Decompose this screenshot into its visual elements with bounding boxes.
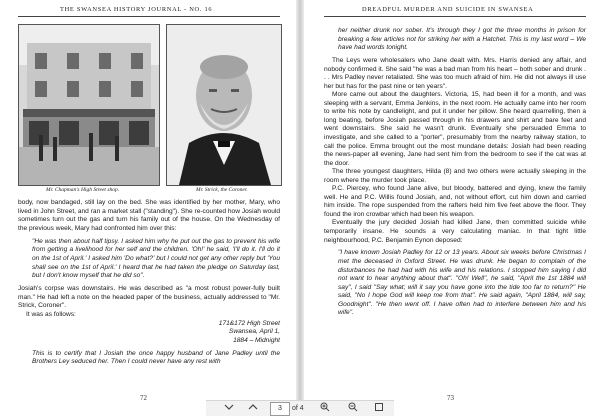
body-paragraph: More came out about the daughters. Victoria, 15, had been ill for a month, and was sleeping with a servant, Emma Jenkins, in the next room. He actually came into her room to write his note by candlelight, and put it under her pillow. She heard quarrelling, then a long beating, before Josiah passed through in his drawers and shirt and bare feet and went downstairs. She said he wasn't drunk. Eventually she persuaded Emma to investigate, and she called to a "porter", presumably from the nearby railway station, to call the police. Emma brought out the most mundane details: Josiah had been reading the news-paper all evening, Jane had sent him from the bedroom to see if the cat was at the door. <box>324 91 586 167</box>
right-page-body <box>324 27 586 318</box>
running-head: DREADFUL MURDER AND SUICIDE IN SWANSEA <box>362 6 534 13</box>
letter-body: This is to certify that I Josiah the once happy husband of Jane Padley until the Brothers Ley seduced her. Then I could never have any rest with <box>32 349 280 366</box>
body-paragraph: It was as follows: <box>26 310 76 318</box>
body-paragraph: The three youngest daughters, Hilda (8) and two others were actually sleeping in the room where the murder took place. <box>324 168 586 184</box>
running-head-rule <box>18 16 280 17</box>
body-paragraph: body, now bandaged, still lay on the bed. She was identified by her mother, Mary, who lived in John Street, and ran a market stall ("standing"). She re-counted how Josiah would sometimes turn out the gas and turn his family out of the house. On the Wednesday of the previous week, Mary had confronted him over this: <box>18 199 280 232</box>
portrait-photo-caption: Mr. Strick, the Coroner. <box>196 187 248 193</box>
left-page <box>0 0 296 415</box>
letter-address: Swansea, April 1, <box>228 328 280 336</box>
zoom-in-icon[interactable] <box>318 402 332 415</box>
letter-date: 1884 – Midnight <box>233 336 280 344</box>
body-paragraph: The Leys were wholesalers who Jane dealt with. Mrs. Harris denied any affair, and nobody confirmed it. She said "he was a bad man from his heart – both sober and drunk . . . Mrs Padley never retaliated. She was too much afraid of him. He did not always ill use her but has for the past nine or ten years". <box>324 57 586 90</box>
zoom-out-icon[interactable] <box>346 402 360 415</box>
right-page <box>304 0 602 415</box>
left-page-body <box>18 199 280 367</box>
chevron-up-icon[interactable] <box>246 402 260 415</box>
body-paragraph: Eventually the jury decided Josiah had killed Jane, then committed suicide while temporarily insane. He sounds a very calculating maniac. In that tight little neighbourhood, P.C. Benjamin Eynon deposed: <box>324 219 586 244</box>
page-number-input[interactable]: 3 <box>270 402 290 416</box>
body-paragraph: Josiah's corpse was downstairs. He was described as "a most robust power-fully built man." He had left a note on the headed paper of the business, actually addressed to "Mr. Strick, Coroner". <box>18 285 280 310</box>
page-number: 72 <box>140 394 147 402</box>
body-paragraph: P.C. Piercey, who found Jane alive, but bloody, battered and dying, knew the family well. He and P.C. Willis found Josiah, and, not without effort, cut him down and carried him inside. The rope suspended from the rafters held him five feet above the floor. They found the iron crowbar which had been his weapon. <box>324 185 586 218</box>
page-number: 73 <box>447 394 454 402</box>
running-head-rule <box>324 16 586 17</box>
letter-continuation: her neither drunk nor sober. It's through they I got the three months in prison for breaking a few articles not for striking her with a Hatchet. This is my last word – We have had words tonight. <box>338 27 586 52</box>
shop-photo <box>18 24 160 186</box>
letter-address: 171&172 High Street <box>218 319 280 327</box>
fit-page-icon[interactable] <box>372 402 386 415</box>
running-head: THE SWANSEA HISTORY JOURNAL - NO. 16 <box>60 6 213 13</box>
block-quote: "He was then about half tipsy. I asked him why he put out the gas to prevent his wife from getting a livelihood for her self and the children. 'Oh!' he said, 'I'll do it. I'll do it on the 1st of April.' I asked him 'Do what?' but I could not get any other reply but 'You shall see on the 1st of April.' I heard that he had taken the pledge on Saturday last, but I don't know myself that he did so". <box>32 237 280 280</box>
page-gutter <box>296 0 304 415</box>
chevron-down-icon[interactable] <box>222 402 236 415</box>
page-navigation-toolbar <box>206 400 394 416</box>
portrait-photo <box>166 24 282 186</box>
page-total: of 4 <box>292 405 304 412</box>
shop-photo-caption: Mr. Chapman's High Street shop. <box>46 187 120 193</box>
block-quote: "I have known Josiah Padley for 12 or 13 years. About six weeks before Christmas I met the deceased in Oxford Street. He was drunk. He began to complain of the disturbances he had had with his wife and his relations. I stopped him saying I did not want to hear anything about that". "Oh! Well", he said, "April the 1st 1884 will say", I said "Say what; will it say you have gone into the tide too far to return?" He said, "No I hope God will keep me from that". He said again, "April 1884, will say, Goodnight". "He then went off. I have often had to interfere between him and his wife". <box>338 249 586 317</box>
